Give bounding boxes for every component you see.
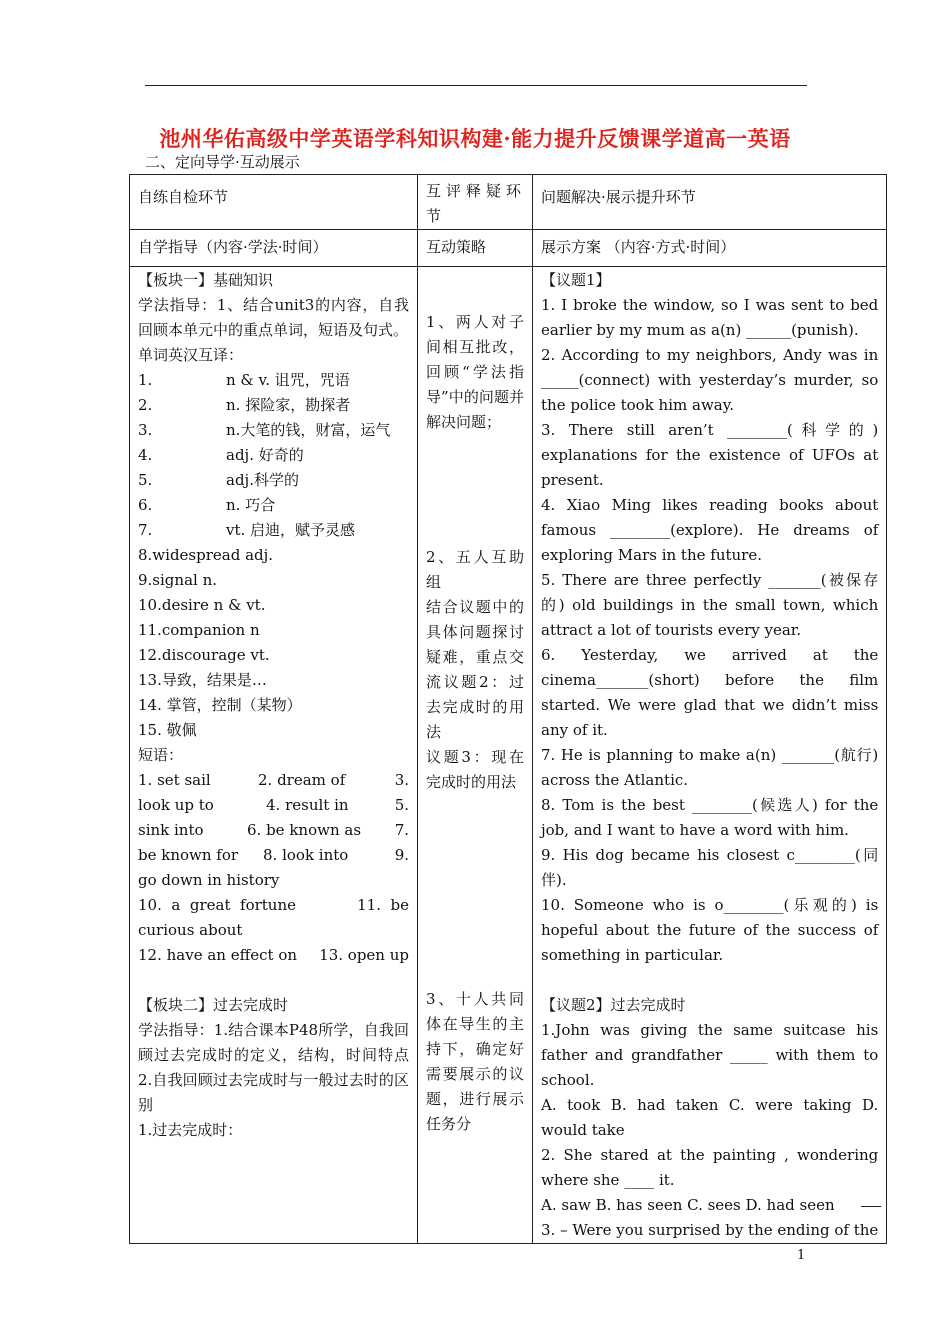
strategy-step2-title: 2、五人互助组 (426, 548, 524, 591)
phrase-row: sink into 6. be known as 7. (138, 821, 409, 839)
self-study-content (138, 268, 409, 1143)
phrase-row: 12. have an effect on 13. open up (138, 946, 409, 964)
phrase-title: 短语： (138, 746, 184, 764)
strategy-cell (418, 267, 533, 1244)
subheader-col1: 自学指导（内容·学法·时间） (130, 230, 418, 267)
strategy-step2-body: 结合议题中的具体问题探讨疑难，重点交流议题2：过去完成时的用法 (426, 598, 524, 741)
strategy-step2-topic3: 议题3：现在完成时的用法 (426, 748, 524, 791)
word-item: 6. n. 巧合 (138, 496, 276, 514)
word-item: 11.companion n (138, 621, 260, 639)
block1-guide: 学法指导：1、结合unit3的内容，自我回顾本单元中的重点单词，短语及句式。 (138, 296, 409, 339)
block1-title: 【板块一】基础知识 (138, 271, 274, 289)
word-item: 5. adj.科学的 (138, 471, 299, 489)
topic1-question: 2. According to my neighbors, Andy was in _____(connect) with yesterday’s murder, so the police took him away. (541, 346, 879, 414)
subheader-col2: 互动策略 (418, 230, 533, 267)
topic1-question: 3. There still aren’t ________(科学的) explanations for the existence of UFOs at present. (541, 421, 879, 489)
subheader-col3: 展示方案 （内容·方式·时间） (533, 230, 887, 267)
topic1-question: 10. Someone who is o________(乐观的) is hopeful about the future of the success of something in particular. (541, 896, 879, 964)
word-item: 8.widespread adj. (138, 546, 274, 564)
topic2-options: A. took B. had taken C. were taking D. would take (541, 1096, 879, 1139)
topic2-question: 1.John was giving the same suitcase his father and grandfather _____ with them to school. (541, 1021, 879, 1089)
topic1-question: 6. Yesterday, we arrived at the cinema_______(short) before the film started. We were glad that we didn’t miss any of it. (541, 646, 879, 739)
topic2-question: 2. She stared at the painting , wondering where she ____ it. (541, 1146, 879, 1189)
header-col1: 自练自检环节 (130, 175, 418, 230)
topic2-question: 3. – Were you surprised by the ending of the (541, 1221, 879, 1239)
topic1-question: 1. I broke the window, so I was sent to bed earlier by my mum as a(n) ______(punish). (541, 296, 879, 339)
presentation-content (541, 268, 878, 1243)
phrase-row: 1. set sail 2. dream of 3. (138, 771, 409, 789)
topic2-options: A. saw B. has seen C. sees D. had seen (541, 1196, 835, 1214)
word-item: 1. n & v. 诅咒，咒语 (138, 371, 350, 389)
phrase-row: go down in history (138, 871, 280, 889)
word-item: 9.signal n. (138, 571, 218, 589)
phrase-row: curious about (138, 921, 243, 939)
strategy-step3: 3、十人共同体在导生的主持下，确定好需要展示的议题，进行展示任务分 (426, 990, 524, 1133)
vocab-title: 单词英汉互译： (138, 346, 244, 364)
word-item: 3. n.大笔的钱，财富，运气 (138, 421, 391, 439)
table-edge (861, 1206, 881, 1207)
phrase-row: 10. a great fortune 11. be (138, 896, 409, 914)
header-col2: 互评释疑环节 (418, 175, 533, 230)
word-item: 12.discourage vt. (138, 646, 270, 664)
topic1-question: 4. Xiao Ming likes reading books about famous ________(explore). He dreams of exploring Mars in the future. (541, 496, 879, 564)
topic1-question: 5. There are three perfectly _______(被保存的) old buildings in the small town, which attract a lot of tourists every year. (541, 571, 879, 639)
block2-item: 1.过去完成时： (138, 1121, 243, 1139)
block2-guide: 学法指导：1.结合课本P48所学，自我回顾过去完成时的定义，结构，时间特点 2.自我回顾过去完成时与一般过去时的区别 (138, 1021, 409, 1114)
word-item: 10.desire n & vt. (138, 596, 266, 614)
word-item: 7. vt. 启迪，赋予灵感 (138, 521, 356, 539)
guide-table (129, 174, 887, 1244)
word-item: 2. n. 探险家，勘探者 (138, 396, 351, 414)
word-item: 4. adj. 好奇的 (138, 446, 304, 464)
word-item: 14. 掌管，控制（某物） (138, 696, 302, 714)
phrase-row: be known for 8. look into 9. (138, 846, 409, 864)
strategy-step1: 1、两人对子间相互批改，回顾“学法指导”中的问题并解决问题； (426, 313, 524, 431)
page-number: 1 (797, 1248, 806, 1263)
topic1-question: 9. His dog became his closest c________(同伴). (541, 846, 879, 889)
word-item: 15. 敬佩 (138, 721, 197, 739)
page-title: 池州华佑高级中学英语学科知识构建·能力提升反馈课学道高一英语 (159, 126, 791, 151)
presentation-cell (533, 267, 887, 1244)
phrase-row: look up to 4. result in 5. (138, 796, 409, 814)
block2-title: 【板块二】过去完成时 (138, 996, 289, 1014)
topic1-question: 8. Tom is the best ________(候选人) for the job, and I want to have a word with him. (541, 796, 879, 839)
section-heading: 二、定向导学·互动展示 (145, 153, 300, 171)
topic1-question: 7. He is planning to make a(n) _______(航行) across the Atlantic. (541, 746, 879, 789)
header-col3: 问题解决·展示提升环节 (533, 175, 887, 230)
topic1-title: 【议题1】 (541, 271, 611, 289)
strategy-content (426, 268, 524, 1137)
word-item: 13.导致，结果是… (138, 671, 267, 689)
topic2-title: 【议题2】过去完成时 (541, 996, 686, 1014)
top-rule (145, 85, 807, 86)
self-study-cell (130, 267, 418, 1244)
